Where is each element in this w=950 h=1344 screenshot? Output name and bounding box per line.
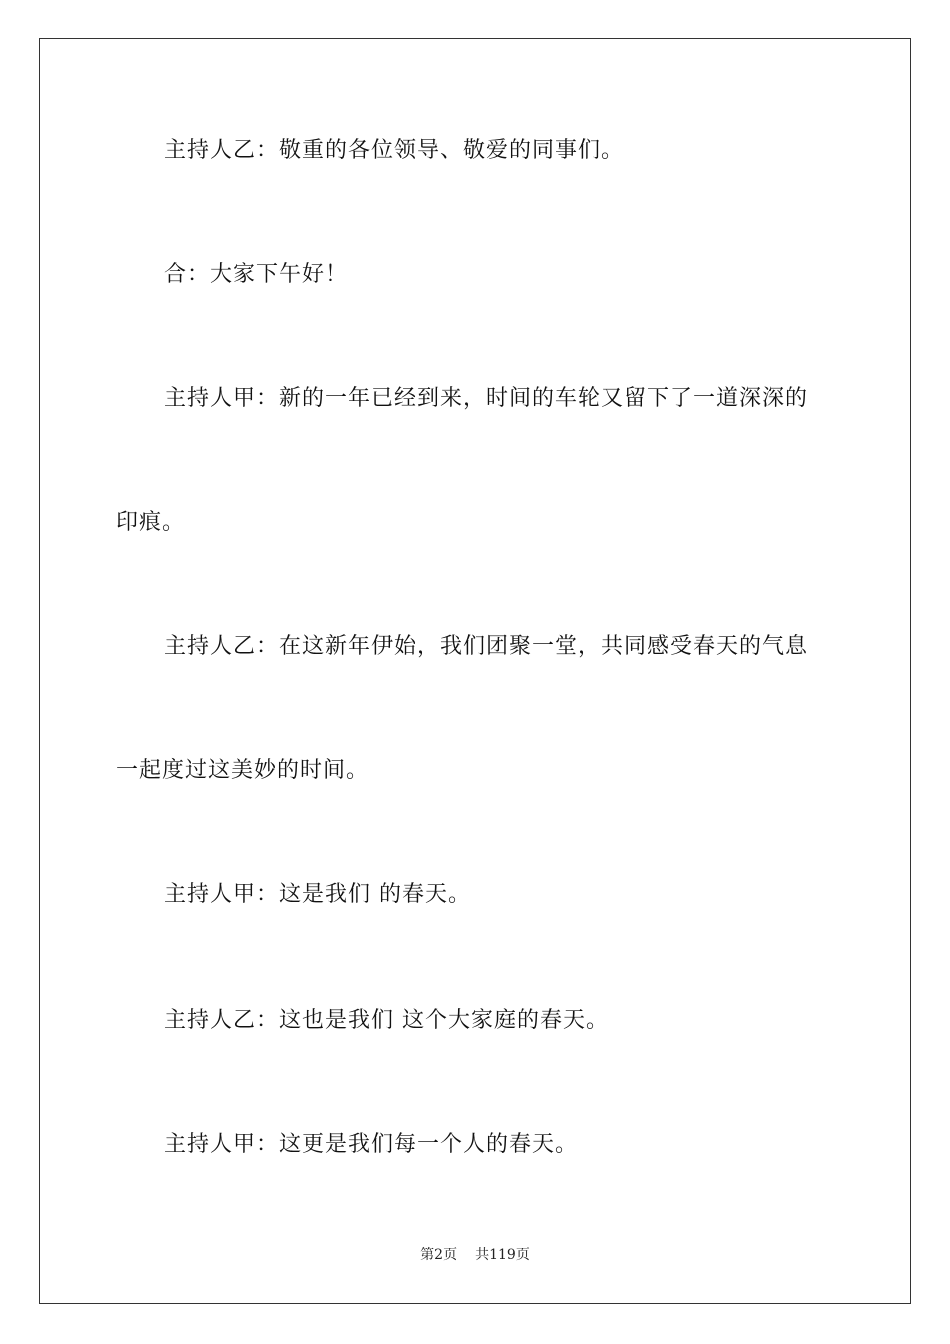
current-page-label: 第2页 xyxy=(420,1247,458,1263)
paragraph-line-7: 主持人甲：这是我们 的春天。 xyxy=(164,882,471,907)
paragraph-line-2: 合：大家下午好！ xyxy=(164,262,349,287)
paragraph-line-9: 主持人甲：这更是我们每一个人的春天。 xyxy=(164,1132,579,1157)
paragraph-line-4: 印痕。 xyxy=(116,510,186,535)
paragraph-line-6: 一起度过这美妙的时间。 xyxy=(116,758,370,783)
paragraph-line-8: 主持人乙：这也是我们 这个大家庭的春天。 xyxy=(164,1008,609,1033)
page-footer xyxy=(0,1246,950,1264)
paragraph-line-3: 主持人甲：新的一年已经到来，时间的车轮又留下了一道深深的 xyxy=(164,386,809,411)
page-frame xyxy=(39,38,911,1304)
paragraph-line-1: 主持人乙：敬重的各位领导、敬爱的同事们。 xyxy=(164,138,625,163)
total-pages-label: 共119页 xyxy=(475,1247,530,1263)
paragraph-line-5: 主持人乙：在这新年伊始，我们团聚一堂，共同感受春天的气息 xyxy=(164,634,809,659)
